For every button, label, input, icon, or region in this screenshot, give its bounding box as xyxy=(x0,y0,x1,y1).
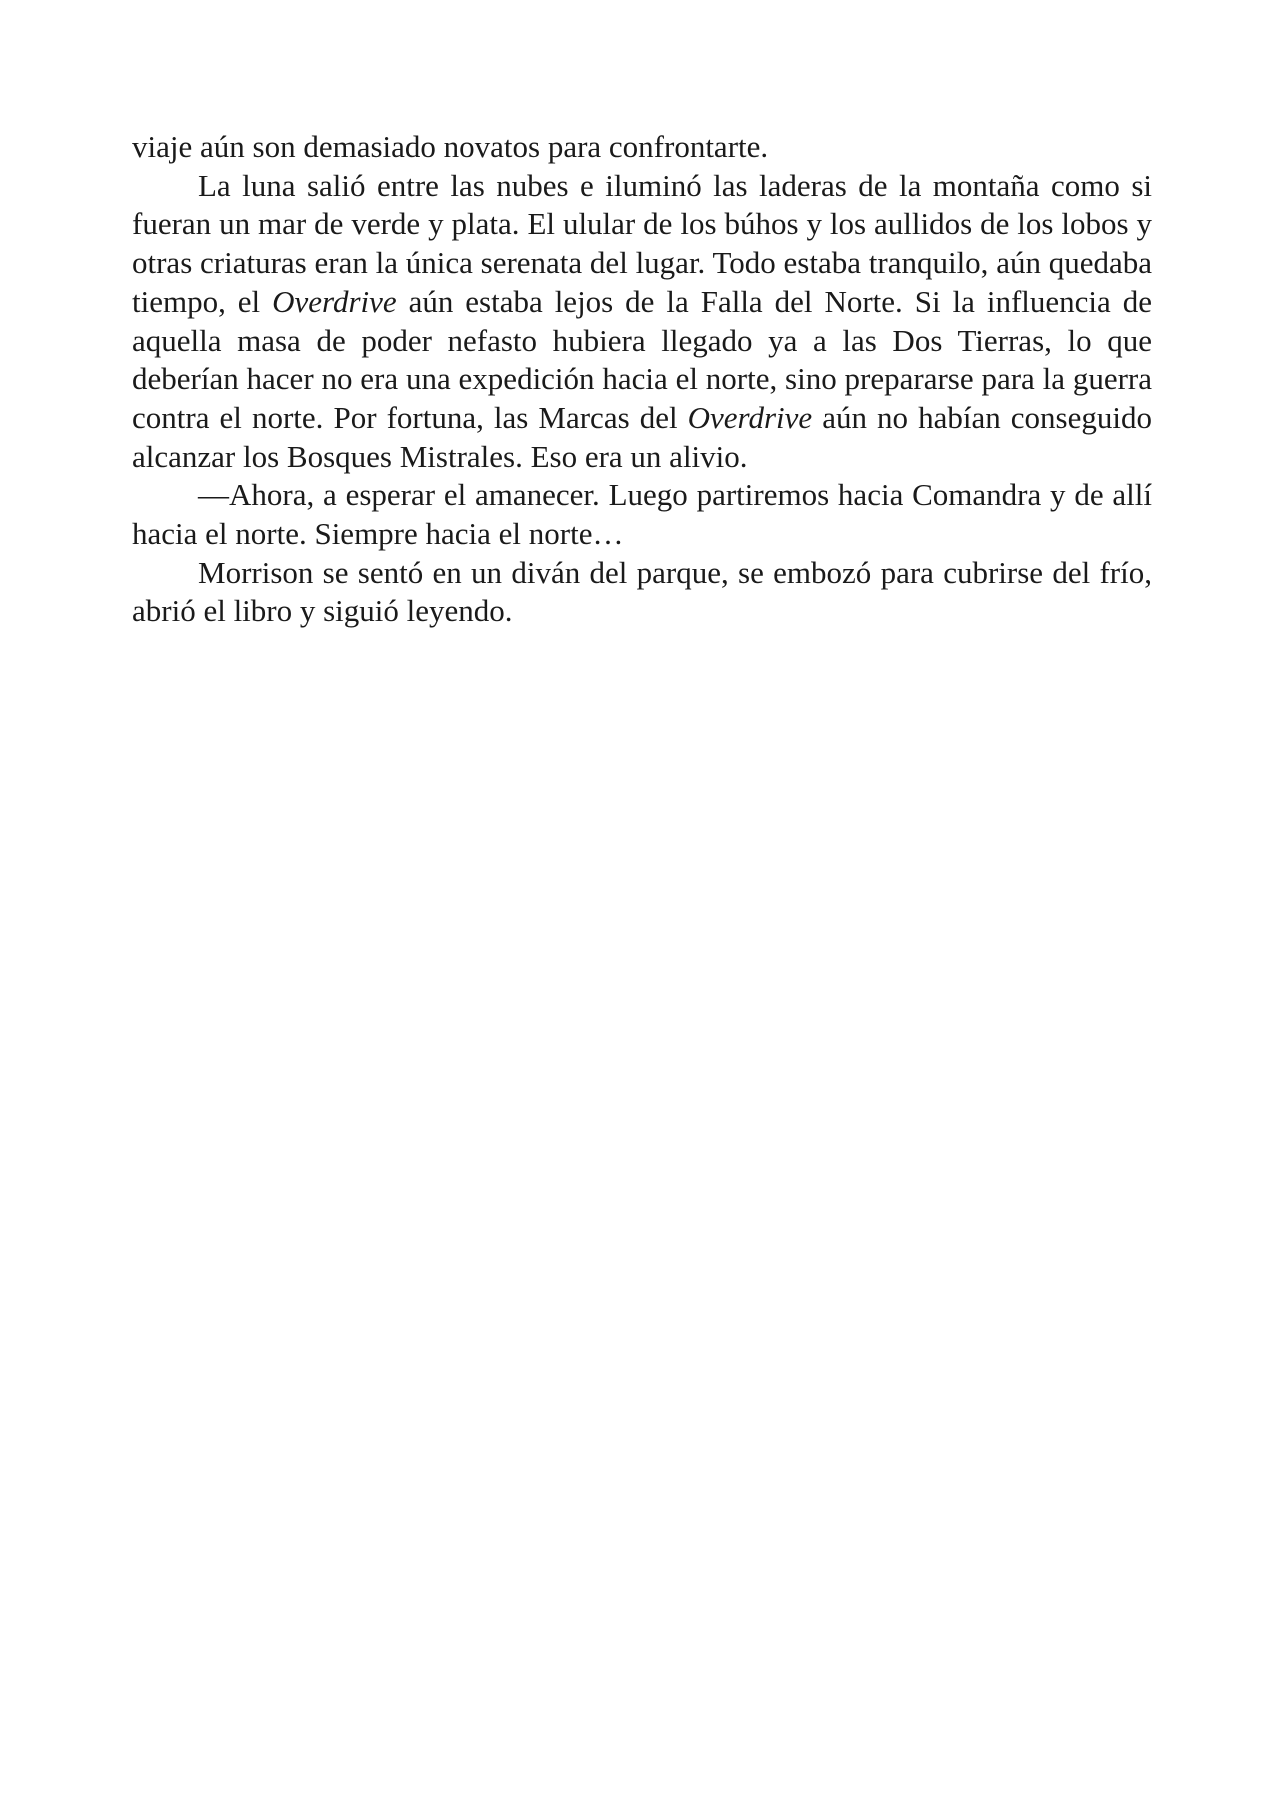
text-run: La luna salió entre las nubes e iluminó las laderas de la montaña como si fueran un mar de verde y plata. El ulular de los búhos y los aullidos de los lobos y otras criaturas eran la única serenata del lugar. Todo estaba tranquilo, aún quedaba tiempo, el xyxy=(132,167,1152,319)
italic-term: Overdrive xyxy=(687,399,813,435)
italic-term: Overdrive xyxy=(272,283,397,319)
body-text xyxy=(132,128,1152,631)
paragraph-continuation: viaje aún son demasiado novatos para confrontarte. xyxy=(132,129,769,164)
paragraph-dialogue: —Ahora, a esperar el amanecer. Luego partiremos hacia Comandra y de allí hacia el norte. Siempre hacia el norte… xyxy=(132,477,1152,552)
paragraph-moon xyxy=(132,167,1152,477)
text-run: aún estaba lejos de la Falla del Norte. Si la influencia de aquella masa de poder nefasto hubiera llegado ya a las Dos Tierras, lo que deberían hacer no era una expedición hacia el norte, sino prepararse para la guerra contra el norte. Por fortuna, las Marcas del xyxy=(132,283,1152,435)
paragraph-morrison: Morrison se sentó en un diván del parque, se embozó para cubrirse del frío, abrió el libro y siguió leyendo. xyxy=(132,554,1152,629)
text-run: aún no habían conseguido alcanzar los Bosques Mistrales. Eso era un alivio. xyxy=(132,399,1152,474)
